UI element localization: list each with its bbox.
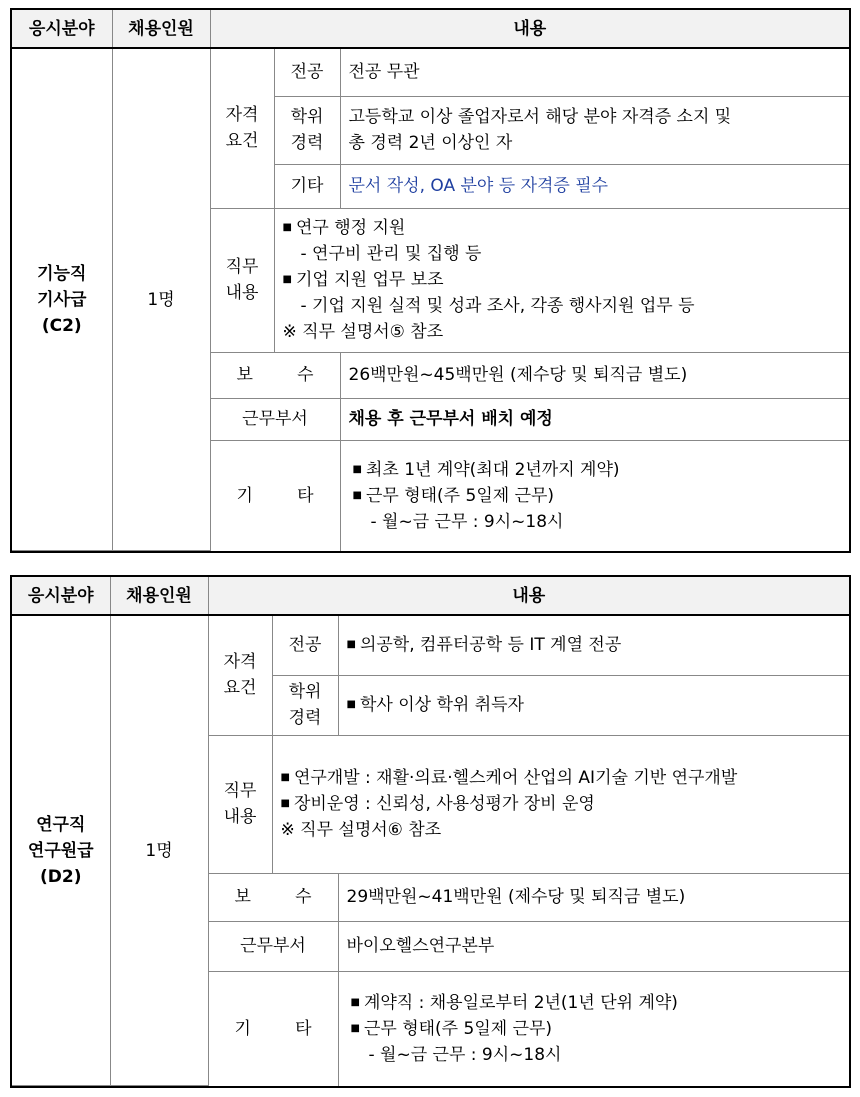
other-value: ■ 계약직 : 채용일로부터 2년(1년 단위 계약) ■ 근무 형태(주 5일제 근무) - 월~금 근무 : 9시~18시	[338, 971, 849, 1086]
other-label: 기 타	[210, 440, 340, 551]
header-field: 응시분야	[12, 10, 112, 48]
header-count: 채용인원	[110, 577, 208, 615]
header-content: 내용	[210, 10, 849, 48]
duty-value: ■ 연구 행정 지원 - 연구비 관리 및 집행 등 ■ 기업 지원 업무 보조 - 기업 지원 실적 및 성과 조사, 각종 행사지원 업무 등 ※ 직무 설명서⑤ 참조	[274, 208, 849, 352]
req-label: 자격 요건	[208, 615, 272, 735]
pay-label: 보 수	[210, 352, 340, 398]
degree-value: 고등학교 이상 졸업자로서 해당 분야 자격증 소지 및 총 경력 2년 이상인 자	[340, 96, 849, 164]
duty-label: 직무 내용	[210, 208, 274, 352]
degree-value: ■ 학사 이상 학위 취득자	[338, 675, 849, 735]
etc-value: 문서 작성, OA 분야 등 자격증 필수	[340, 164, 849, 208]
recruit-table-d2	[10, 575, 851, 1088]
major-label: 전공	[274, 48, 340, 96]
etc-label: 기타	[274, 164, 340, 208]
pay-value: 26백만원~45백만원 (제수당 및 퇴직금 별도)	[340, 352, 849, 398]
count-cell: 1명	[110, 615, 208, 1086]
dept-label: 근무부서	[208, 921, 338, 971]
count-cell: 1명	[112, 48, 210, 551]
req-label: 자격 요건	[210, 48, 274, 208]
major-value: 전공 무관	[340, 48, 849, 96]
other-label: 기 타	[208, 971, 338, 1086]
duty-value: ■ 연구개발 : 재활·의료·헬스케어 산업의 AI기술 기반 연구개발 ■ 장비운영 : 신뢰성, 사용성평가 장비 운영 ※ 직무 설명서⑥ 참조	[272, 735, 849, 873]
degree-label: 학위 경력	[274, 96, 340, 164]
major-label: 전공	[272, 615, 338, 675]
pay-label: 보 수	[208, 873, 338, 921]
header-field: 응시분야	[12, 577, 110, 615]
dept-value: 채용 후 근무부서 배치 예정	[340, 398, 849, 440]
recruit-table-c2	[10, 8, 851, 553]
header-content: 내용	[208, 577, 849, 615]
other-value: ■ 최초 1년 계약(최대 2년까지 계약) ■ 근무 형태(주 5일제 근무) - 월~금 근무 : 9시~18시	[340, 440, 849, 551]
field-cell: 기능직 기사급 (C2)	[12, 48, 112, 551]
field-cell: 연구직 연구원급 (D2)	[12, 615, 110, 1086]
degree-label: 학위 경력	[272, 675, 338, 735]
dept-label: 근무부서	[210, 398, 340, 440]
header-count: 채용인원	[112, 10, 210, 48]
major-value: ■ 의공학, 컴퓨터공학 등 IT 계열 전공	[338, 615, 849, 675]
dept-value: 바이오헬스연구본부	[338, 921, 849, 971]
pay-value: 29백만원~41백만원 (제수당 및 퇴직금 별도)	[338, 873, 849, 921]
duty-label: 직무 내용	[208, 735, 272, 873]
